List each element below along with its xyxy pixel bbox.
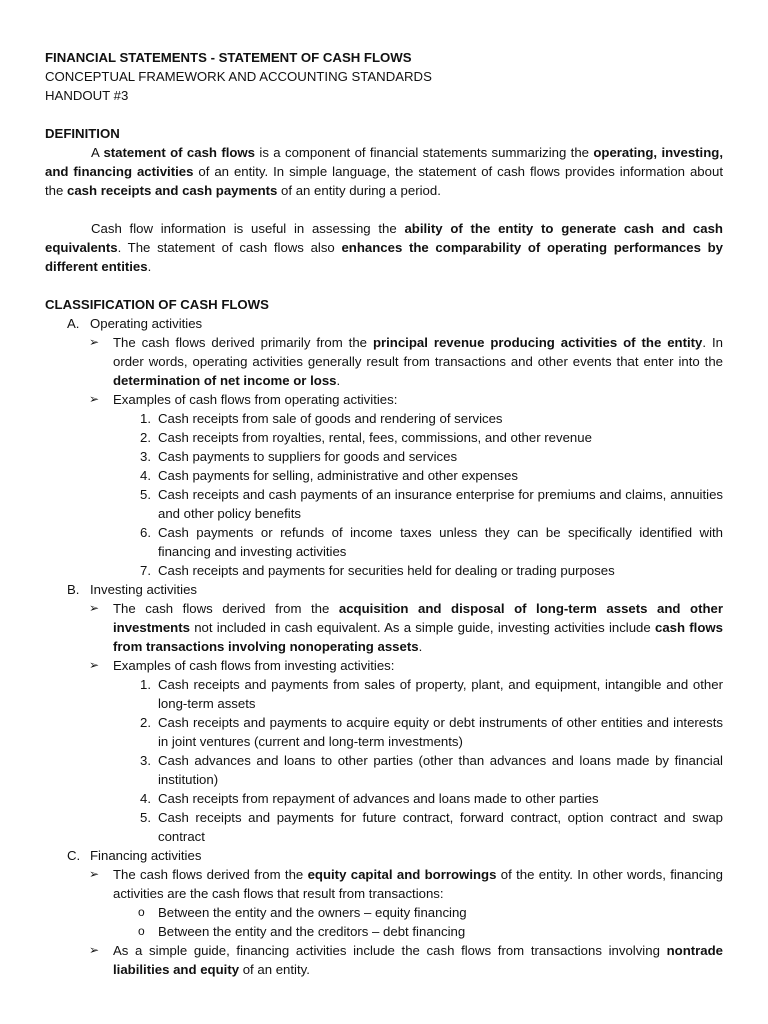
financing-activities-heading: C. Financing activities xyxy=(67,848,202,863)
arrow-bullet-icon: ➢ xyxy=(89,658,100,672)
list-item: ➢ Examples of cash flows from investing activities: xyxy=(89,658,395,673)
list-item: 7. Cash receipts and payments for securities held for dealing or trading purposes xyxy=(140,563,615,578)
list-item: 4. Cash receipts from repayment of advances and loans made to other parties xyxy=(140,791,599,806)
list-item: 5. Cash receipts and cash payments of an insurance enterprise for premiums and claims, annuities and other policy benefits xyxy=(140,487,723,521)
definition-paragraph-1: A statement of cash flows is a component of financial statements summarizing the operating, investing, and financing activities of an entity. In simple language, the statement of cash flows provides information about the cash receipts and cash payments of an entity during a period. xyxy=(45,145,723,198)
list-item: 3. Cash advances and loans to other parties (other than advances and loans made by financial institution) xyxy=(140,753,723,787)
circle-bullet-icon: o xyxy=(138,905,145,919)
list-item: ➢ Examples of cash flows from operating activities: xyxy=(89,392,398,407)
list-item: 1. Cash receipts and payments from sales of property, plant, and equipment, intangible and other long-term assets xyxy=(140,677,723,711)
list-item: o Between the entity and the owners – equity financing xyxy=(138,905,467,920)
investing-activities-heading: B. Investing activities xyxy=(67,582,198,597)
list-item: 2. Cash receipts and payments to acquire equity or debt instruments of other entities and interests in joint ventures (current and long-term investments) xyxy=(140,715,723,749)
handout-number: HANDOUT #3 xyxy=(45,88,129,103)
arrow-bullet-icon: ➢ xyxy=(89,335,100,349)
list-item: 2. Cash receipts from royalties, rental, fees, commissions, and other revenue xyxy=(140,430,592,445)
arrow-bullet-icon: ➢ xyxy=(89,943,100,957)
document-title: FINANCIAL STATEMENTS - STATEMENT OF CASH FLOWS xyxy=(45,50,412,65)
section-title-classification: CLASSIFICATION OF CASH FLOWS xyxy=(45,297,269,312)
list-item: ➢ The cash flows derived primarily from the principal revenue producing activities of the entity. In order words, operating activities generally result from transactions and other events that enter into the determination of net income or loss. xyxy=(89,335,723,388)
arrow-bullet-icon: ➢ xyxy=(89,601,100,615)
circle-bullet-icon: o xyxy=(138,924,145,938)
arrow-bullet-icon: ➢ xyxy=(89,867,100,881)
list-item: o Between the entity and the creditors – debt financing xyxy=(138,924,466,939)
list-item: 3. Cash payments to suppliers for goods and services xyxy=(140,449,458,464)
section-title-definition: DEFINITION xyxy=(45,126,120,141)
operating-activities-heading: A. Operating activities xyxy=(67,316,203,331)
definition-paragraph-2: Cash flow information is useful in assessing the ability of the entity to generate cash and cash equivalents. The statement of cash flows also enhances the comparability of operating performances by different entities. xyxy=(45,221,724,274)
list-item: 5. Cash receipts and payments for future contract, forward contract, option contract and swap contract xyxy=(140,810,723,844)
list-item: 6. Cash payments or refunds of income taxes unless they can be specifically identified with financing and investing activities xyxy=(140,525,723,559)
arrow-bullet-icon: ➢ xyxy=(89,392,100,406)
document-subtitle: CONCEPTUAL FRAMEWORK AND ACCOUNTING STANDARDS xyxy=(45,69,432,84)
list-item: 4. Cash payments for selling, administrative and other expenses xyxy=(140,468,518,483)
list-item: 1. Cash receipts from sale of goods and rendering of services xyxy=(140,411,503,426)
list-item: ➢ The cash flows derived from the acquisition and disposal of long-term assets and other investments not included in cash equivalent. As a simple guide, investing activities include cash flows from transactions involving nonoperating assets. xyxy=(89,601,723,654)
list-item: ➢ The cash flows derived from the equity capital and borrowings of the entity. In other words, financing activities are the cash flows that result from transactions: xyxy=(89,867,723,901)
list-item: ➢ As a simple guide, financing activities include the cash flows from transactions involving nontrade liabilities and equity of an entity. xyxy=(89,943,723,977)
